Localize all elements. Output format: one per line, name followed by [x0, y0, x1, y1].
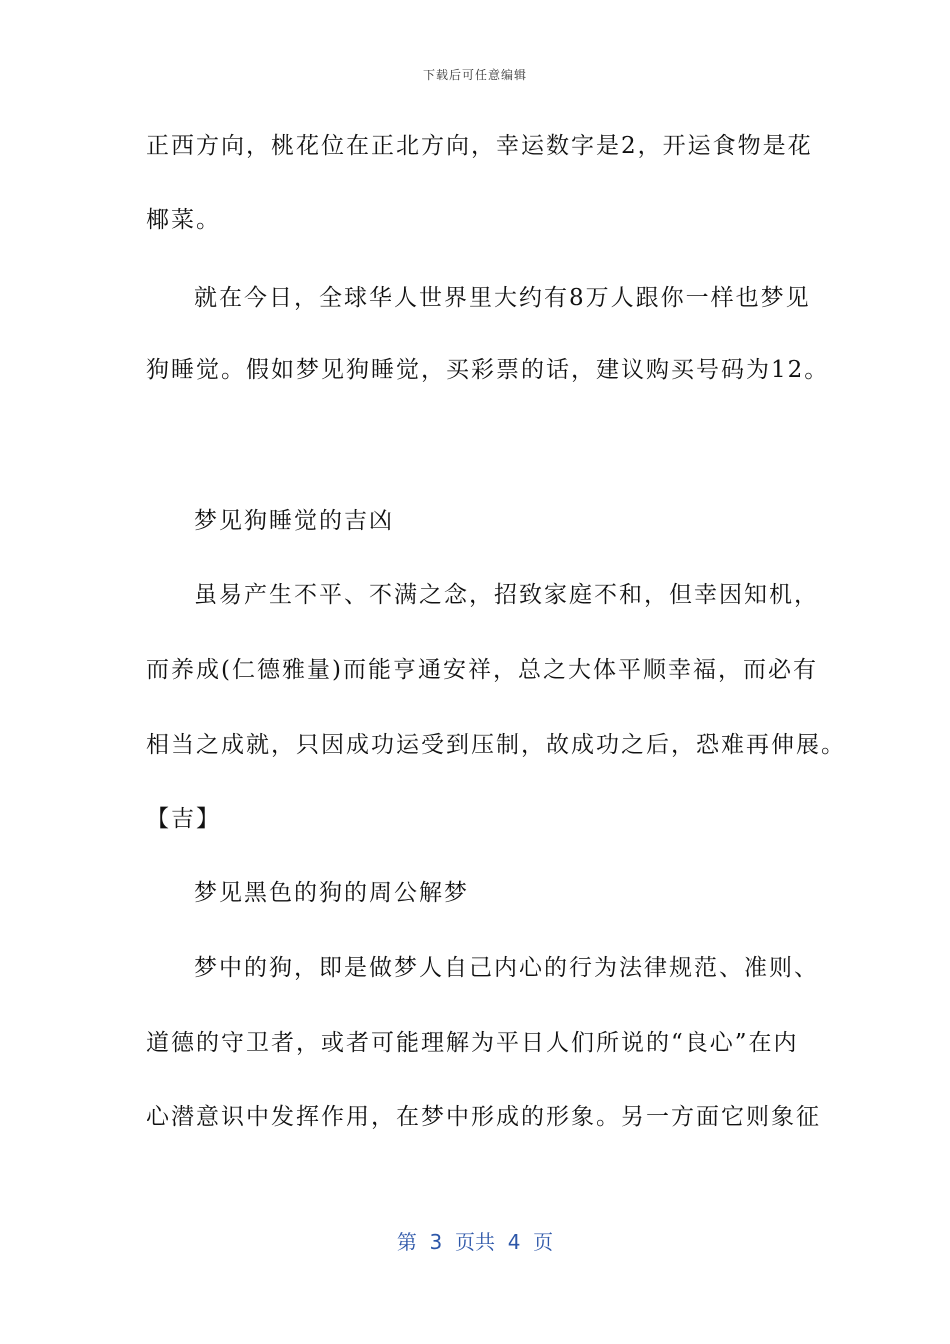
- body-line-12: 道德的守卫者，或者可能理解为平日人们所说的“良心”在内: [146, 1030, 799, 1056]
- section-heading-2: 梦见黑色的狗的周公解梦: [194, 880, 469, 906]
- body-line-2: 椰菜。: [146, 207, 221, 233]
- body-line-6: 虽易产生不平、不满之念，招致家庭不和，但幸因知机，: [194, 582, 819, 608]
- body-line-11: 梦中的狗，即是做梦人自己内心的行为法律规范、准则、: [194, 955, 819, 981]
- verdict-label: 【吉】: [146, 806, 221, 832]
- body-line-3: 就在今日，全球华人世界里大约有8万人跟你一样也梦见: [194, 285, 811, 311]
- page-header: 下载后可任意编辑: [422, 68, 527, 82]
- body-line-8: 相当之成就，只因成功运受到压制，故成功之后，恐难再伸展。: [146, 732, 846, 758]
- body-line-7: 而养成(仁德雅量)而能亨通安祥，总之大体平顺幸福，而必有: [146, 657, 818, 683]
- body-line-4: 狗睡觉。假如梦见狗睡觉，买彩票的话，建议购买号码为12。: [146, 357, 830, 383]
- body-line-13: 心潜意识中发挥作用，在梦中形成的形象。另一方面它则象征: [146, 1104, 821, 1130]
- page-number-footer: 第 3 页共 4 页: [396, 1230, 554, 1254]
- section-heading-1: 梦见狗睡觉的吉凶: [194, 508, 394, 534]
- body-line-1: 正西方向，桃花位在正北方向，幸运数字是2，开运食物是花: [146, 133, 813, 159]
